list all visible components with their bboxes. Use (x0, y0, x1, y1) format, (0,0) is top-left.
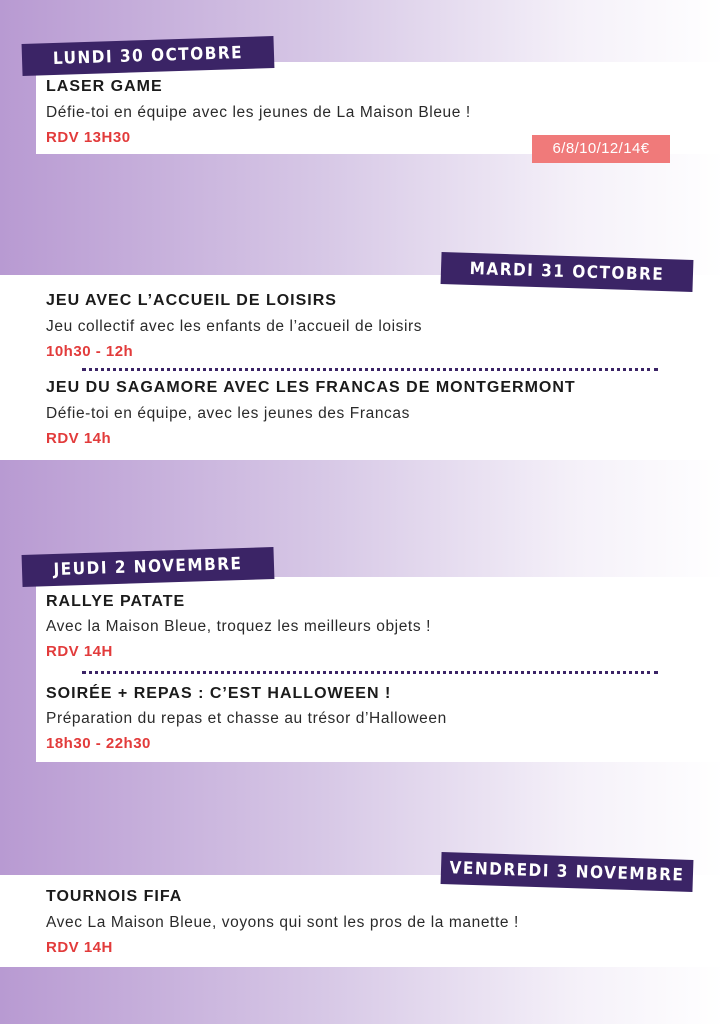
dotted-separator (82, 671, 658, 674)
activity-time: 18h30 - 22h30 (46, 735, 151, 752)
date-tag-lundi: LUNDI 30 OCTOBRE (22, 36, 275, 76)
activity-time: RDV 14h (46, 430, 112, 447)
activity-title: LASER GAME (46, 78, 163, 95)
activity-time: RDV 14H (46, 939, 113, 956)
activity-description: Avec la Maison Bleue, troquez les meilleurs objets ! (46, 618, 432, 635)
activity-description: Préparation du repas et chasse au trésor d’Halloween (46, 710, 447, 727)
date-tag-mardi: MARDI 31 OCTOBRE (441, 252, 694, 292)
activity-title: JEU AVEC L’ACCUEIL DE LOISIRS (46, 292, 337, 309)
dotted-separator (82, 368, 658, 371)
activity-time: RDV 13H30 (46, 129, 131, 146)
activity-description: Défie-toi en équipe, avec les jeunes des Francas (46, 405, 410, 422)
activity-description: Jeu collectif avec les enfants de l’accueil de loisirs (46, 318, 423, 335)
activity-time: RDV 14H (46, 643, 113, 660)
price-badge: 6/8/10/12/14€ (532, 135, 670, 163)
date-tag-jeudi: JEUDI 2 NOVEMBRE (22, 547, 275, 587)
activity-title: JEU DU SAGAMORE AVEC LES FRANCAS DE MONTGERMONT (46, 379, 576, 396)
section-band-footer (0, 967, 724, 1024)
activity-title: SOIRÉE + REPAS : C’EST HALLOWEEN ! (46, 685, 392, 702)
activity-time: 10h30 - 12h (46, 343, 134, 360)
activity-title: TOURNOIS FIFA (46, 888, 183, 905)
activity-description: Avec La Maison Bleue, voyons qui sont les pros de la manette ! (46, 914, 519, 931)
activity-description: Défie-toi en équipe avec les jeunes de La Maison Bleue ! (46, 104, 471, 121)
date-tag-vendredi: VENDREDI 3 NOVEMBRE (441, 852, 694, 892)
activity-title: RALLYE PATATE (46, 593, 186, 610)
